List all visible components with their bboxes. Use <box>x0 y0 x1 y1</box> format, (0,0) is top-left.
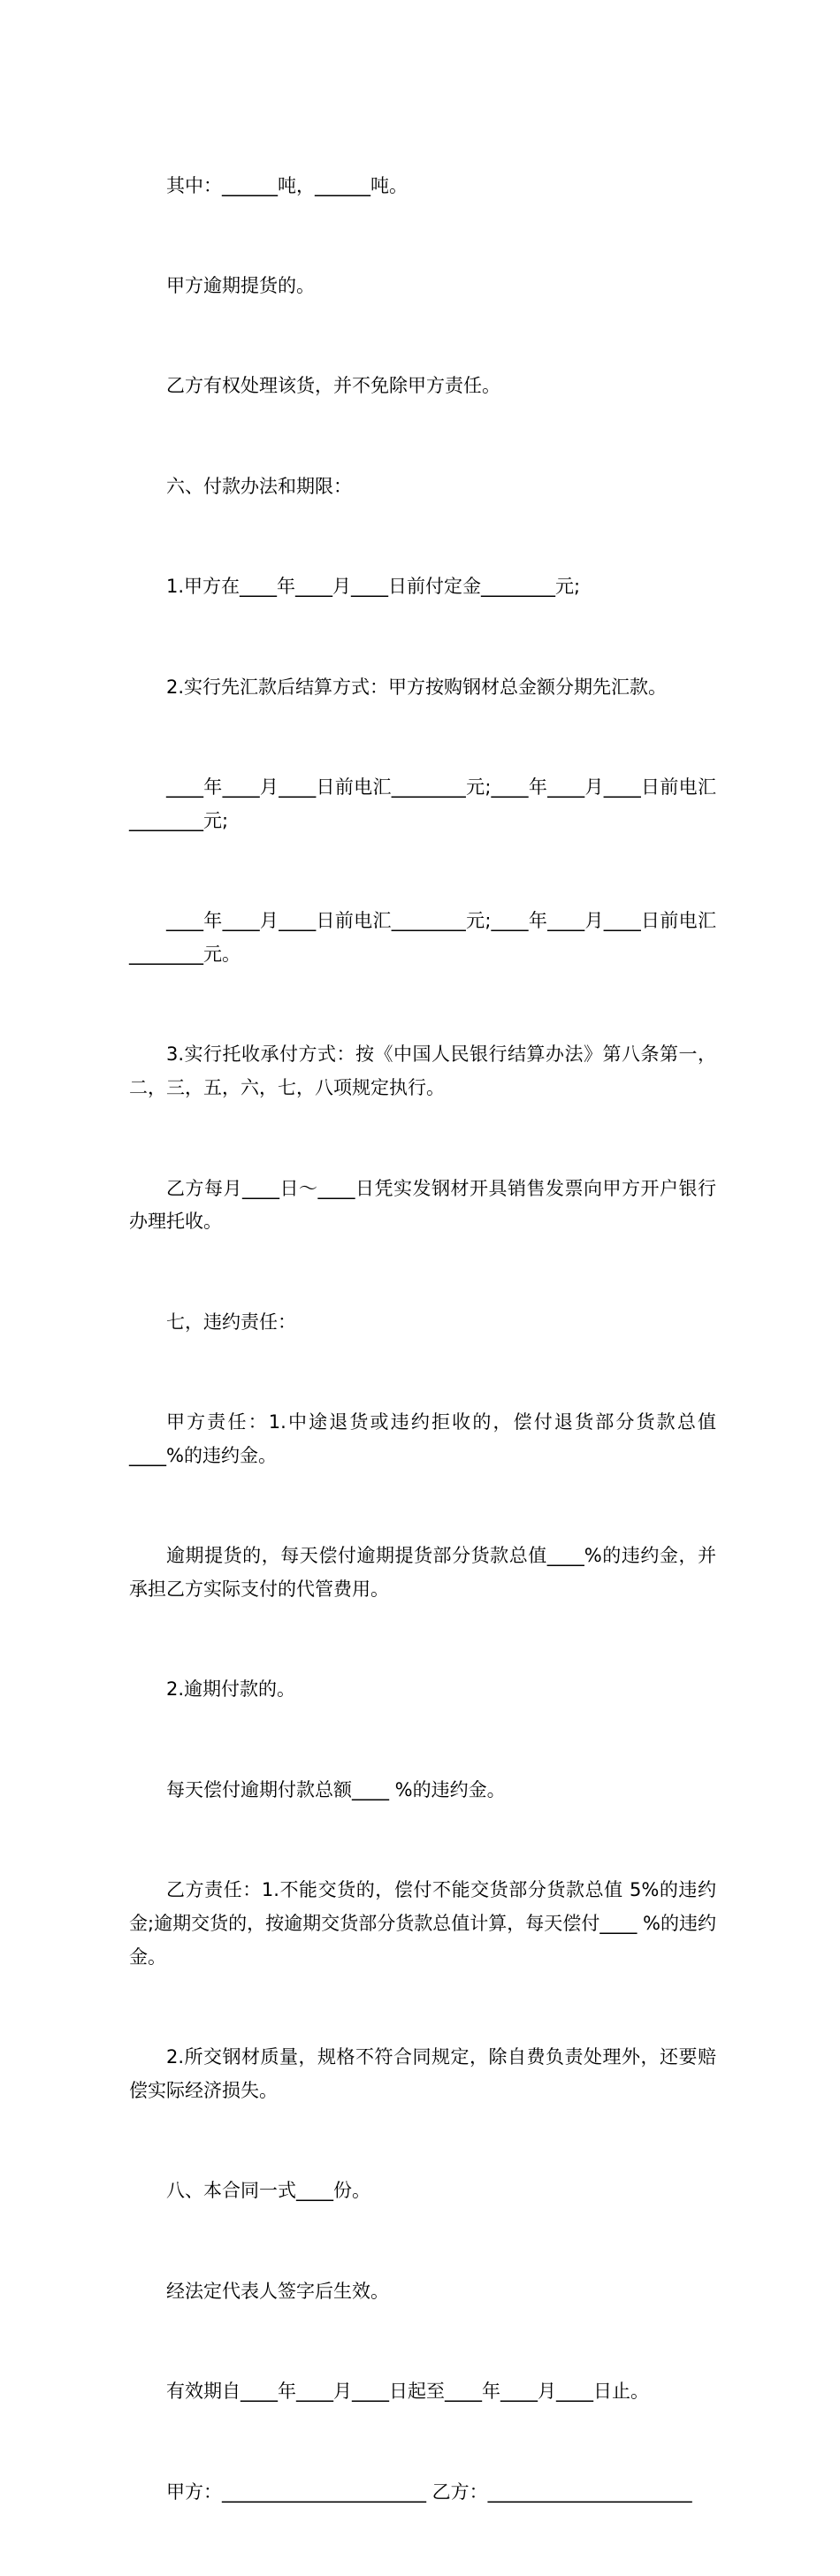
paragraph-validity-period: 有效期自____年____月____日起至____年____月____日止。 <box>166 2381 649 2403</box>
paragraph-late-pickup-penalty: 逾期提货的，每天偿付逾期提货部分货款总值____%的违约金，并承担乙方实际支付的代管费用。 <box>129 1545 716 1601</box>
paragraph-collection-method: 3.实行托收承付方式：按《中国人民银行结算办法》第八条第一，二，三，五，六，七，八项规定执行。 <box>129 1043 716 1099</box>
paragraph-party-b-rights: 乙方有权处理该货，并不免除甲方责任。 <box>166 375 500 397</box>
paragraph-deposit: 1.甲方在____年____月____日前付定金________元; <box>166 576 581 598</box>
signature-line: 甲方：______________________ 乙方：______________________ <box>166 2480 692 2503</box>
paragraph-quality-liability: 2.所交钢材质量，规格不符合同规定，除自费负责处理外，还要赔偿实际经济损失。 <box>129 2046 716 2102</box>
paragraph-tonnage: 其中：______吨，______吨。 <box>166 174 408 196</box>
paragraph-party-a-liability: 甲方责任：1.中途退货或违约拒收的，偿付退货部分货款总值____%的违约金。 <box>129 1411 716 1466</box>
paragraph-late-pickup: 甲方逾期提货的。 <box>166 274 315 296</box>
paragraph-wire-schedule-2: ____年____月____日前电汇________元;____年____月____日前电汇________元。 <box>129 910 716 965</box>
contract-body <box>129 103 716 2576</box>
section-heading-liability: 七，违约责任： <box>166 1311 296 1333</box>
paragraph-late-payment: 2.逾期付款的。 <box>166 1678 296 1701</box>
paragraph-effective: 经法定代表人签字后生效。 <box>166 2280 389 2302</box>
section-heading-payment: 六、付款办法和期限： <box>166 475 352 497</box>
paragraph-prepayment: 2.实行先汇款后结算方式：甲方按购钢材总金额分期先汇款。 <box>166 676 668 698</box>
section-heading-copies: 八、本合同一式____份。 <box>166 2180 370 2202</box>
paragraph-wire-schedule-1: ____年____月____日前电汇________元;____年____月____日前电汇________元; <box>129 776 716 831</box>
paragraph-party-b-liability: 乙方责任：1.不能交货的，偿付不能交货部分货款总值 5%的违约金;逾期交货的，按逾期交货部分货款总值计算，每天偿付____ %的违约金。 <box>129 1879 716 1968</box>
paragraph-late-payment-penalty: 每天偿付逾期付款总额____ %的违约金。 <box>166 1778 506 1800</box>
paragraph-monthly-collection: 乙方每月____日～____日凭实发钢材开具销售发票向甲方开户银行办理托收。 <box>129 1177 716 1233</box>
